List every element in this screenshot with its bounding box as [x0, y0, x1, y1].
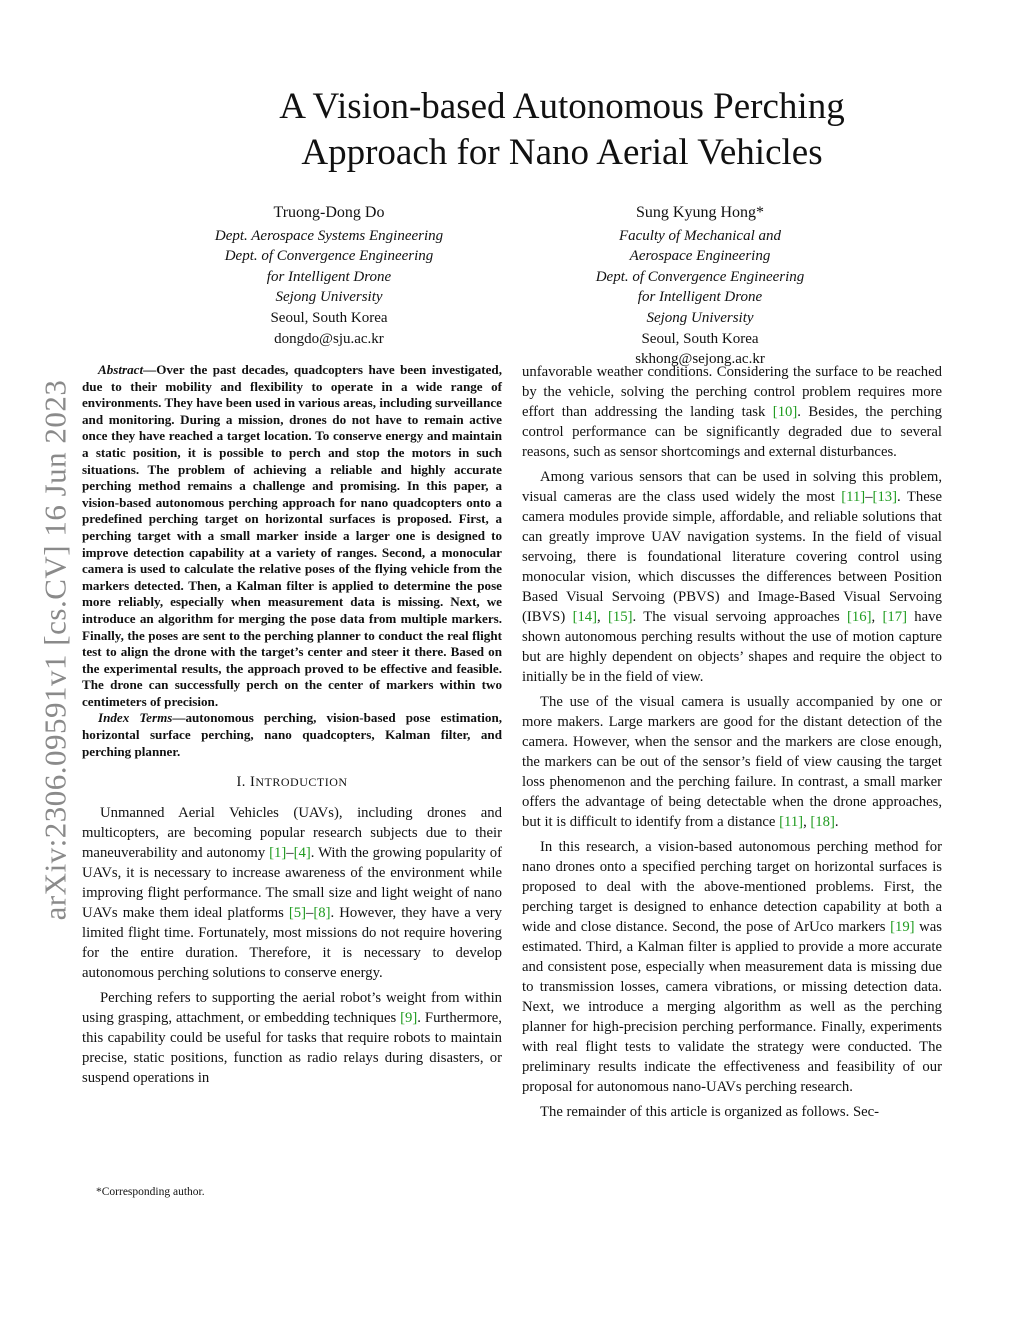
- paper-title: [100, 84, 1024, 176]
- paragraph: Perching refers to supporting the aerial robot’s weight from within using grasping, attachment, or embedding techniques [9]. Furthermore, this capability could be useful for tasks that require robots to maintain precise, static positions, function as radio relays during disasters, or suspend operations in: [82, 990, 502, 1087]
- citation-link[interactable]: [10]: [772, 404, 798, 420]
- paragraph: The remainder of this article is organized as follows. Sec-: [540, 1104, 880, 1120]
- author-email: dongdo@sju.ac.kr: [274, 330, 384, 347]
- title-line-1: A Vision-based Autonomous Perching: [279, 86, 845, 127]
- abstract-label: Abstract: [98, 362, 144, 377]
- author-affiliation: Faculty of Mechanical and: [618, 227, 782, 244]
- author-block-2: [550, 203, 850, 370]
- paragraph: The use of the visual camera is usually accompanied by one or more makers. Large markers are good for the distant detection of the camera. However, when the sensor and the markers are close enough, the markers can be out of the sensor’s field of view causing the target loss phenomenon and the perching failure. In contrast, a small marker offers the advantage of being detectable when the drone approaches, but it is difficult to identify from a distance [11], [18].: [522, 694, 942, 830]
- citation-link[interactable]: [11]: [779, 814, 804, 830]
- citation-link[interactable]: [15]: [608, 609, 633, 625]
- citation-link[interactable]: [5]: [288, 905, 307, 922]
- author-location: Seoul, South Korea: [270, 309, 388, 326]
- paragraph: Unmanned Aerial Vehicles (UAVs), including drones and multicopters, are becoming popular research subjects due to their maneuverability and autonomy [1]–[4]. With the growing popularity of UAVs, it is necessary to increase awareness of the environment while improving flight performance. The small size and light weight of nano UAVs make them ideal platforms [5]–[8]. However, they have a very limited flight time. Fortunately, most missions do not require hovering for the entire duration. Therefore, it is necessary to develop autonomous perching solutions to conserve energy.: [82, 805, 502, 982]
- author-name: Sung Kyung Hong*: [635, 204, 764, 221]
- section-heading: I. INTRODUCTION: [236, 774, 348, 791]
- citation-link[interactable]: [8]: [313, 905, 331, 922]
- index-terms-label: Index Terms: [98, 710, 173, 726]
- author-affiliation: for Intelligent Drone: [266, 268, 392, 285]
- abstract: [82, 362, 502, 710]
- citation-link[interactable]: [16]: [847, 609, 872, 625]
- citation-link[interactable]: [4]: [293, 845, 311, 862]
- author-affiliation: Dept. of Convergence Engineering: [595, 268, 805, 285]
- author-affiliation: Dept. Aerospace Systems Engineering: [214, 227, 444, 244]
- citation-link[interactable]: [18]: [810, 814, 835, 830]
- citation-link[interactable]: [1]: [269, 845, 287, 862]
- footnote: *Corresponding author.: [96, 1186, 205, 1198]
- left-column: [82, 362, 502, 1088]
- paragraph: In this research, a vision-based autonomous perching method for nano drones onto a specified perching target on horizontal surfaces is proposed to deal with the above-mentioned problems. First, the perching target is designed to enhance detection capability at both a wide and close distance. Second, the pose of ArUco markers [19] was estimated. Third, a Kalman filter is applied to provide a more accurate and consistent pose, especially when measurement data is missing due to transmission losses, camera vibrations, or missing detection data. Next, we introduce a merging algorithm as well as the perching planner for high-precision perching performance. Finally, experiments with real flight tests to validate the strategy were conducted. The preliminary results indicate the effectiveness and feasibility of our proposal for autonomous nano-UAVs perching research.: [522, 839, 943, 1095]
- citation-link[interactable]: [9]: [400, 1010, 418, 1027]
- author-affiliation: Sejong University: [646, 309, 754, 326]
- author-affiliation: for Intelligent Drone: [637, 289, 763, 306]
- author-affiliation: Sejong University: [275, 289, 383, 306]
- author-location: Seoul, South Korea: [641, 330, 759, 347]
- citation-link[interactable]: [17]: [882, 609, 907, 625]
- arxiv-identifier: [30, 355, 80, 945]
- index-terms-text: —autonomous perching, vision-based pose estimation, horizontal surface perching, nano quadcopters, Kalman filter, and perching planner.: [82, 710, 502, 759]
- author-block-1: [179, 203, 479, 349]
- abstract-text: —Over the past decades, quadcopters have been investigated, due to their mobility and flexibility to operate in a wide range of environments. They have been used in various areas, including surveillance and monitoring. During a mission, drones do not have to remain active once they have reached a target location. To conserve energy and maintain a static position, it is possible to perch and stop the motors in such situations. The problem of achieving a reliable and highly accurate perching method remains a challenge and promising. In this paper, a vision-based autonomous perching approach for nano quadcopters onto a predefined perching target on horizontal surfaces is proposed. First, a perching target with a small marker inside a larger one is designed to improve detection capability at a variety of ranges. Second, a monocular camera is used to calculate the relative poses of the flying vehicle from the markers detected. Then, a Kalman filter is applied to determine the pose more reliably, especially when measurement data is missing. Next, we introduce an algorithm for merging the pose data from multiple markers. Finally, the poses are sent to the perching planner to conduct the real flight test to align the drone with the target’s center and steer it there. Based on the experimental results, the approach proved to be effective and feasible. The drone can successfully perch on the center of markers within two centimeters of precision.: [82, 362, 502, 709]
- right-column: [522, 362, 942, 1122]
- paragraph: Among various sensors that can be used in solving this problem, visual cameras are the class used widely the most [11]–[13]. These camera modules provide simple, affordable, and reliable solutions that can greatly improve UAV navigation systems. In the field of visual servoing, there is foundational literature covering control using monocular vision, which discusses the differences between Position Based Visual Servoing (PBVS) and Image-Based Visual Servoing (IBVS) [14], [15]. The visual servoing approaches [16], [17] have shown autonomous perching results without the use of motion capture but are highly dependent on objects’ shapes and require the object to initially be in the field of view.: [522, 469, 943, 685]
- index-terms: [82, 710, 502, 760]
- author-name: Truong-Dong Do: [273, 204, 385, 221]
- author-email: skhong@sejong.ac.kr: [635, 351, 765, 368]
- citation-link[interactable]: [14]: [572, 609, 598, 625]
- author-affiliation: Aerospace Engineering: [629, 248, 771, 265]
- citation-link[interactable]: [13]: [872, 489, 898, 505]
- citation-link[interactable]: [11]: [841, 489, 866, 505]
- author-affiliation: Dept. of Convergence Engineering: [224, 248, 434, 265]
- citation-link[interactable]: [19]: [890, 919, 915, 935]
- arxiv-id-text: arXiv:2306.09591v1 [cs.CV] 16 Jun 2023: [37, 379, 73, 921]
- paragraph: unfavorable weather conditions. Considering the surface to be reached by the vehicle, solving the perching control problem requires more effort than addressing the landing task [10]. Besides, the perching control performance can be significantly degraded due to several reasons, such as sensor shortcomings and external disturbances.: [522, 364, 942, 460]
- title-line-2: Approach for Nano Aerial Vehicles: [301, 132, 823, 173]
